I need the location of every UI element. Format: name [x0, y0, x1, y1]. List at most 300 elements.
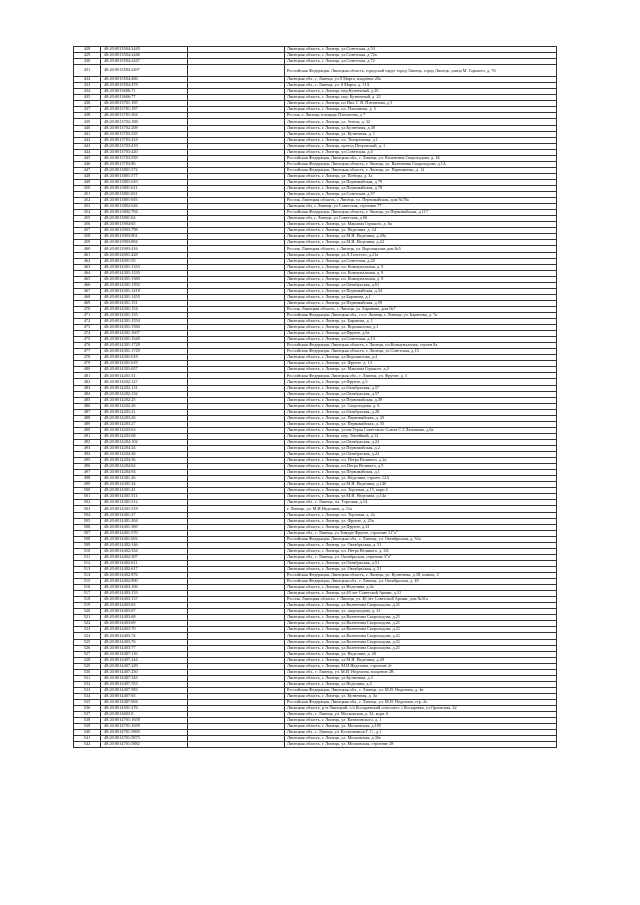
row-number: 504: [74, 512, 101, 518]
cadastral-number: 48:20:0014403:65: [101, 603, 188, 609]
address: Липецкая область, г. Липецк, ул. Московская, д.105: [285, 724, 557, 730]
cadastral-number: 48:20:0013801:572: [101, 167, 188, 173]
cadastral-number: 48:20:0014407:249: [101, 663, 188, 669]
cadastral-number: 48:20:0014403:70: [101, 627, 188, 633]
row-number: 497: [74, 470, 101, 476]
address: Липецкая область, г. Липецк, ул.Валентина Скороходова, д.21: [285, 621, 557, 627]
row-number: 514: [74, 572, 101, 578]
row-number: 493: [74, 446, 101, 452]
address: Липецкая область, г. Липецк, ул.Первомайская, д.34: [285, 288, 557, 294]
row-number: 529: [74, 663, 101, 669]
cadastral-number: 48:20:0014403:67: [101, 609, 188, 615]
address: Россия, Липецкая область, г. Липецк, ул. Ворошилова дом №5: [285, 246, 557, 252]
address: Липецкая область, г. Липецк, М.И.Неделина, строение 2г: [285, 663, 557, 669]
row-number: 484: [74, 391, 101, 397]
row-number: 534: [74, 693, 101, 699]
cadastral-number: 48:20:0013703:559: [101, 155, 188, 161]
row-number: 482: [74, 379, 101, 385]
row-number: 481: [74, 373, 101, 379]
row-number: 460: [74, 246, 101, 252]
cadastral-number: 48:20:0014501:276: [101, 706, 188, 712]
row-number: 456: [74, 222, 101, 228]
row-number: 507: [74, 530, 101, 536]
row-number: 439: [74, 119, 101, 125]
cadastral-number: 48:20:0014403:137: [101, 597, 188, 603]
cadastral-number: 48:20:0013702:188: [101, 119, 188, 125]
address: г. Липецк, ул. М.И.Неделина, д. 11а: [285, 506, 557, 512]
address: Липецкая область, г. Липецк, ул.Первомайская, д.78: [285, 185, 557, 191]
address: Липецкая область, г. Липецк, ул.Первомайская, д.2: [285, 446, 557, 452]
row-number: 485: [74, 397, 101, 403]
cadastral-number: 48:20:0013701:185: [101, 101, 188, 107]
cadastral-number: 48:20:0014603:9: [101, 712, 188, 718]
cadastral-number: 48:20:0014204:26: [101, 452, 188, 458]
cadastral-number: 48:20:0013703:419: [101, 143, 188, 149]
address: Российская Федерация, Липецкая обл., г. Липецк, ул. Фрунзе, д. 3: [285, 373, 557, 379]
cadastral-number: 48:20:0014301:154: [101, 306, 188, 312]
row-number: 478: [74, 355, 101, 361]
cadastral-number: 48:20:0014204:36: [101, 458, 188, 464]
address: Липецкая область, г. Липецк, ул. Скороходова, д. 6: [285, 403, 557, 409]
cadastral-number: 48:20:0013901:62: [101, 216, 188, 222]
address: Липецкая обл., г. Липецк, ул. Октябрьская, строение 3"а": [285, 554, 557, 560]
address: Липецкая область, г. Липецк, ул.Советская, д.13: [285, 337, 557, 343]
address: Липецкая область, г. Липецк, ул.Первомайская, д.1: [285, 470, 557, 476]
row-number: 528: [74, 657, 101, 663]
address: Липецкая область, г. Липецк, ул. Максима Горького, д.4: [285, 367, 557, 373]
empty-cell: [188, 742, 285, 748]
cadastral-number: 48:20:0014301:41: [101, 488, 188, 494]
row-number: 437: [74, 107, 101, 113]
address: Липецкая область, г. Липецк, ул.Л.Толстого, д.21а: [285, 252, 557, 258]
cadastral-number: 48:20:0014701:1658: [101, 718, 188, 724]
address: Липецкая область, г. Липецк, ул.Баранова, д.1: [285, 294, 557, 300]
address: Липецкая область, г. Липецк, ул.Неделина, д.4а: [285, 585, 557, 591]
cadastral-number: 48:20:0014204:24: [101, 446, 188, 452]
cadastral-number: 48:20:0014203:26: [101, 415, 188, 421]
row-number: 525: [74, 639, 101, 645]
address: Липецкая область, г. Липецк, пл. Торговая, д. 2а: [285, 512, 557, 518]
row-number: 429: [74, 53, 101, 59]
row-number: 488: [74, 415, 101, 421]
cadastral-number: 48:20:0014301:1729: [101, 349, 188, 355]
row-number: 452: [74, 198, 101, 204]
cadastral-number: 48:20:0014301:1335: [101, 270, 188, 276]
cadastral-number: 48:20:0013802:626: [101, 204, 188, 210]
row-number: 537: [74, 712, 101, 718]
cadastral-number: 48:20:0014402:617: [101, 566, 188, 572]
address: Российская Федерация, Липецкая область, г. Липецк, ул. Пархоменко, д. 12: [285, 167, 557, 173]
row-number: 518: [74, 597, 101, 603]
address: Россия, г. Липецк, площадь Плеханова, д 7: [285, 113, 557, 119]
address: Липецкая область, г. Липецк, пл.Петра Великого, д.5: [285, 464, 557, 470]
row-number: 513: [74, 566, 101, 572]
address: Российская Федерация, Липецкая область, г. Липецк, ул.Первомайская, д.117: [285, 210, 557, 216]
cadastral-number: 48:20:0014301:512: [101, 500, 188, 506]
address: Липецкая область, г. Липецк, ул. Неделина, строен. 12А: [285, 476, 557, 482]
cadastral-number: 48:20:0013702:208: [101, 125, 188, 131]
row-number: 448: [74, 173, 101, 179]
address: Липецкая область, г. Липецк, ул. Фрунзе, д. 14: [285, 361, 557, 367]
row-number: 524: [74, 633, 101, 639]
address: Липецкая область, г. Липецк, ул.М.И. Неделина, д.20а: [285, 234, 557, 240]
address: Липецкая область, г. Липецк, ул.Первомайская, д.59: [285, 300, 557, 306]
cadastral-number: 48:20:0014203:21: [101, 409, 188, 415]
row-number: 435: [74, 95, 101, 101]
address: Липецкая область, г. Липецк, пл. Петра Великого, д.2а: [285, 458, 557, 464]
cadastral-number: 48:20:0014407:583: [101, 687, 188, 693]
cadastral-number: 48:20:0013904:65: [101, 222, 188, 228]
row-number: 501: [74, 494, 101, 500]
address: Липецкая область, г. Липецк, ул. Ворошилова, д.1: [285, 325, 557, 331]
address: Липецкая область, г. Липецк, ул. Максима Горького, д. 6а: [285, 222, 557, 228]
address: Липецкая область, г. Липецк, пл. Коммунальная, д. 5: [285, 264, 557, 270]
row-number: 500: [74, 488, 101, 494]
address: Липецкая область, г. Липецк, ул.Советская, д.54: [285, 47, 557, 53]
address: Липецкая область, г. Липецк, ул. Кузнечная, д. 1: [285, 131, 557, 137]
row-number: 432: [74, 77, 101, 83]
row-number: 453: [74, 204, 101, 210]
row-number: 538: [74, 718, 101, 724]
row-number: 474: [74, 331, 101, 337]
row-number: 443: [74, 143, 101, 149]
cadastral-number: 48:20:0013703:86: [101, 161, 188, 167]
row-number: 489: [74, 421, 101, 427]
cadastral-number: 48:20:0014202:26: [101, 403, 188, 409]
row-number: 492: [74, 439, 101, 445]
address: Липецкая область, г. Липецк, ул.Советская, д.20: [285, 258, 557, 264]
row-number: 476: [74, 343, 101, 349]
cadastral-number: 48:20:0013504:2446: [101, 53, 188, 59]
address: Россия, Липецкая область, г. Липецк, ул. Первомайская, дом №78а: [285, 198, 557, 204]
cadastral-number: 48:20:0013801:610: [101, 179, 188, 185]
cadastral-number: 48:20:0014203:27: [101, 421, 188, 427]
cadastral-number: 48:20:0014401:570: [101, 530, 188, 536]
cadastral-number: 48:20:0014402:387: [101, 554, 188, 560]
row-number: 535: [74, 699, 101, 705]
cadastral-number: 48:20:0014701:5869: [101, 730, 188, 736]
cadastral-number: 48:20:0013802:784: [101, 210, 188, 216]
cadastral-number: 48:20:0014701:1659: [101, 724, 188, 730]
address: Липецкая область, г. Липецк, пл. Торговая, д.15, корп.4: [285, 488, 557, 494]
cadastral-number: 48:20:0014202:25: [101, 397, 188, 403]
address: Липецкая область, г. Липецк, ул.Октябрьская, д.61: [285, 282, 557, 288]
row-number: 498: [74, 476, 101, 482]
row-number: 450: [74, 185, 101, 191]
cadastral-number: 48:20:0014401:369: [101, 524, 188, 530]
cadastral-number: 48:20:0014202:127: [101, 379, 188, 385]
row-number: 505: [74, 518, 101, 524]
address: Липецкая область, г. Липецк, ул. Октябрьская, д. 51: [285, 566, 557, 572]
cadastral-number: 48:20:0014203:63: [101, 427, 188, 433]
row-number: 522: [74, 621, 101, 627]
row-number: 434: [74, 89, 101, 95]
row-number: 467: [74, 288, 101, 294]
cadastral-number: 48:20:0013606:71: [101, 89, 188, 95]
cadastral-number: 48:20:0014301:618: [101, 355, 188, 361]
row-number: 457: [74, 228, 101, 234]
cadastral-number: 48:20:0013903:798: [101, 228, 188, 234]
row-number: 430: [74, 59, 101, 65]
empty-cell: [188, 65, 285, 77]
address: Липецкая область, г. Липецк, ул. Катихинского, д. 1: [285, 718, 557, 724]
cadastral-number: 48:20:0013903:801: [101, 234, 188, 240]
address: Липецкая обл., г. Липецк, ул. 8 Марта, д. 11А: [285, 83, 557, 89]
row-number: 468: [74, 294, 101, 300]
address: Липецкая область, г. Липецк, пер. Литейный, д.12: [285, 433, 557, 439]
cadastral-number: 48:20:0014403:77: [101, 645, 188, 651]
address: Липецкая область, г. Липецк, ул.Советская, д.72: [285, 59, 557, 65]
cadastral-number: 48:20:0014001:428: [101, 252, 188, 258]
address: Липецкая область, г. Липецк, ул.Валентина Скороходова, д.21: [285, 603, 557, 609]
address: Липецкая область, г. Липецк, пл. Коммунальная, д. 9: [285, 270, 557, 276]
address: Российская Федерация, Липецкая обл., г. Липецк, ул. М.И. Неделина, д. 4в: [285, 687, 557, 693]
row-number: 454: [74, 210, 101, 216]
row-number: 532: [74, 681, 101, 687]
row-number: 459: [74, 240, 101, 246]
cadastral-number: 48:20:0014202:132: [101, 391, 188, 397]
address: Российская Федерация, Липецкая область, г. Липецк, пл.Коммунальная, строен 8а: [285, 343, 557, 349]
cadastral-number: 48:20:0014403:106: [101, 585, 188, 591]
address: Липецкая область, г. Липецк, ул. Фрунзе, д. 25а: [285, 518, 557, 524]
address: Липецкая область, г. Липецк, ул. Московская, строение 28: [285, 742, 557, 748]
row-number: 527: [74, 651, 101, 657]
row-number: 428: [74, 47, 101, 53]
row-number: 539: [74, 724, 101, 730]
address: Россия, Липецкая область, г. Липецк, ул. Баранова, дом №7: [285, 306, 557, 312]
row-number: 431: [74, 65, 101, 77]
address: Липецкая область, г. Липецк, пл. Петра Великого, д. 4А: [285, 548, 557, 554]
address: Липецкая область, г. Липецк, ул.Октябрьская, д.57: [285, 391, 557, 397]
row-number: 477: [74, 349, 101, 355]
row-number: 541: [74, 736, 101, 742]
cadastral-number: 48:20:0013703:420: [101, 149, 188, 155]
cadastral-number: 48:20:0014401:284: [101, 518, 188, 524]
address: Липецкая область, г. Липецк, ул.Октябрьская, д.51: [285, 560, 557, 566]
address: Липецкая область, г. Липецк, ул. Победы, д. 3а: [285, 173, 557, 179]
address: Липецкая область, г. Липецк, проезд Петровский, д. 1: [285, 143, 557, 149]
address: Липецкая область, г. Липецк, ул.Валентина Скороходова, д.21: [285, 633, 557, 639]
row-number: 455: [74, 216, 101, 222]
row-number: 471: [74, 312, 101, 318]
address: Российская Федерация, Липецкая область, г. Липецк, ул. Валентина Скороходова, д.1А: [285, 161, 557, 167]
address: Липецкая область, г. Липецк, ул.Октябрьская, д.28: [285, 409, 557, 415]
address: Липецкая область, г. Липецк, ул. Неделина, д. 20: [285, 651, 557, 657]
row-number: 462: [74, 258, 101, 264]
address: Липецкая область, г. Липецк, ул. Первомайская, д. 35: [285, 415, 557, 421]
address: Липецкая область, г. Липецк, ул.Валентина Скороходова, д.21: [285, 627, 557, 633]
cadastral-number: 48:20:0013504:478: [101, 83, 188, 89]
address: Липецкая область, г. Липецк, ул.Советская, д.57: [285, 192, 557, 198]
address: Липецкая область, г. Липецк, ул.Валентина Скороходова, д.21: [285, 615, 557, 621]
cadastral-number: 48:20:0014301:1392: [101, 282, 188, 288]
address: Липецкая обл., г. Липецк, ул. Московская, д. 32, корп. 6: [285, 712, 557, 718]
address: Липецкая область, г. Липецк, ул.Советская, д.4: [285, 149, 557, 155]
address: Российская Федерация, Липецкая обл., г. Липецк, ул. М.И. Неделина, стр. 2о: [285, 699, 557, 705]
address: Липецкая обл, г. Липецк, ул Советская, д 66: [285, 216, 557, 222]
row-number: 442: [74, 137, 101, 143]
cadastral-number: 48:20:0014001:55: [101, 258, 188, 264]
address: Липецкая область, г. Липецк, ул.Фрунзе, д.5: [285, 379, 557, 385]
row-number: 463: [74, 264, 101, 270]
address: Липецкая область, г. Липецк, ул.Валентина Скороходова, д.21: [285, 639, 557, 645]
cadastral-number: 48:20:0014301:1554: [101, 319, 188, 325]
address: Липецкая область, г. Липецк, ул.М.И. Неделина, д.28: [285, 657, 557, 663]
table-row: [74, 742, 557, 748]
address: Липецкая обл., г. Липецк, пл. Торговая, д.14: [285, 500, 557, 506]
row-number: 440: [74, 125, 101, 131]
row-number: 449: [74, 179, 101, 185]
cadastral-number: 48:20:0014202:131: [101, 385, 188, 391]
table-row: [74, 65, 557, 77]
cadastral-number: 48:20:0014403:68: [101, 615, 188, 621]
cadastral-number: 48:20:0014407:116: [101, 651, 188, 657]
cadastral-number: 48:20:0014301:26: [101, 476, 188, 482]
row-number: 542: [74, 742, 101, 748]
cadastral-number: 48:20:0014301:1418: [101, 288, 188, 294]
row-number: 490: [74, 427, 101, 433]
address: Липецкая область, г. Липецк, ул.40 лет Советской Армии, д.31: [285, 591, 557, 597]
address: Липецкая область, г. Липецк, ул. Баранова, д. 1: [285, 319, 557, 325]
cadastral-number: 48:20:0013801:651: [101, 192, 188, 198]
row-number: 499: [74, 482, 101, 488]
address: Липецкая область, г. Липецк, ул.М.И. Неделина, д.22: [285, 240, 557, 246]
address: Липецкая область, г. Липецк, ул. Зегеля, д. 32: [285, 119, 557, 125]
cadastral-number: 48:20:0014301:657: [101, 367, 188, 373]
cadastral-number: 48:20:0014401:692: [101, 536, 188, 542]
address: Липецкая область, г. Липецк, ул.Первомайская, д.49: [285, 397, 557, 403]
row-number: 530: [74, 669, 101, 675]
address: Липецкая область, г. Липецк, ул.Кузнечная, д.3: [285, 675, 557, 681]
row-number: 523: [74, 627, 101, 633]
cadastral-number: 48:20:0014301:1649: [101, 337, 188, 343]
cadastral-number: 48:20:0014301:511: [101, 494, 188, 500]
address: Российская Федерация, Липецкая область, г. Липецк, ул. Кузнечная, д.38, помещ. 2: [285, 572, 557, 578]
row-number: 533: [74, 687, 101, 693]
cadastral-number: 48:20:0014401:27: [101, 512, 188, 518]
cadastral-number: 48:20:0014407:244: [101, 657, 188, 663]
cadastral-number: 48:20:0014403:76: [101, 639, 188, 645]
cadastral-number: 48:20:0014402:876: [101, 572, 188, 578]
cadastral-number: 48:20:0014301:1369: [101, 276, 188, 282]
row-number: 475: [74, 337, 101, 343]
row-number: 494: [74, 452, 101, 458]
cadastral-number: 48:20:0013801:611: [101, 185, 188, 191]
address: Российская Федерация, Липецкая обл., г.о.г. Липецк, г. Липецк, ул. Баранова, д. 7а: [285, 312, 557, 318]
address: Липецкая область, г. Липецк, пл. Театральная, д.1: [285, 137, 557, 143]
cadastral-number: 48:20:0014201:51: [101, 373, 188, 379]
row-number: 502: [74, 500, 101, 506]
address: Липецкая область, г. Липецк, ул.М.И. Неделина, д.14а: [285, 494, 557, 500]
row-number: 517: [74, 591, 101, 597]
address: Липецкая область, г. Липецк, ул.Советская, д.72а: [285, 53, 557, 59]
cadastral-number: 48:20:0014204:62: [101, 464, 188, 470]
row-number: 521: [74, 615, 101, 621]
cadastral-number: 48:20:0013606:77: [101, 95, 188, 101]
address: Липецкая область, г. Липецк, ул.Кузнечная, д.40: [285, 125, 557, 131]
row-number: 516: [74, 585, 101, 591]
address: Липецкая область, г. Липецк, ул.Фрунзе, д.21: [285, 524, 557, 530]
row-number: 444: [74, 149, 101, 155]
address: Липецкая область, г. Липецк, ул. Неделина, д. 24: [285, 228, 557, 234]
address: Липецкая область, г. Липецк, ул.Октябрьская, д.24: [285, 439, 557, 445]
cadastral-number: 48:20:0014301:34: [101, 482, 188, 488]
row-number: 506: [74, 524, 101, 530]
cadastral-number: 48:20:0014301:1333: [101, 264, 188, 270]
address: Липецкая обл., г. Липецк, ул 8 Марта, владение 20а: [285, 77, 557, 83]
address: Липецкая область, г. Липецк, ул.Валентина Скороходова, д.21: [285, 645, 557, 651]
row-number: 531: [74, 675, 101, 681]
address: Российская Федерация, Липецкая область, г. Липецк, ул.Советская, д.15: [285, 349, 557, 355]
address: Липецкая обл., г. Липецк, ул. М.И. Неделина, владение 2В: [285, 669, 557, 675]
address: Липецкая область, г. Липецк, ул. Первомайская, д. 35: [285, 421, 557, 427]
cadastral-number: 48:20:0014403:69: [101, 621, 188, 627]
row-number: 441: [74, 131, 101, 137]
address: Липецкая область, г. Липецк, ул. Октябрьская, д. 51: [285, 542, 557, 548]
row-number: 433: [74, 83, 101, 89]
address: Российская Федерация, Липецкая обл., г. Липецк, ул. Октябрьская, д. 52а: [285, 536, 557, 542]
row-number: 451: [74, 192, 101, 198]
cadastral-number: 48:20:0014407:353: [101, 681, 188, 687]
row-number: 510: [74, 548, 101, 554]
row-number: 511: [74, 554, 101, 560]
cadastral-number: 48:20:0014301:1728: [101, 343, 188, 349]
address: Россия, Липецкая область, г. Липецк, ул. 40 лет Советской Армии, дом №31а: [285, 597, 557, 603]
address: Липецкая область, г. Липецк, пер. Кузнечный, д. 22: [285, 95, 557, 101]
row-number: 540: [74, 730, 101, 736]
row-number: 508: [74, 536, 101, 542]
address: Липецкая область, г. Липецк, ул.им Героя Советского Союза С.Г.Латышева, д.6а: [285, 427, 557, 433]
row-number: 487: [74, 409, 101, 415]
row-number: 469: [74, 300, 101, 306]
row-number: 483: [74, 385, 101, 391]
row-number: 486: [74, 403, 101, 409]
cadastral-number: 48:20:0014301:1560: [101, 325, 188, 331]
row-number: 479: [74, 361, 101, 367]
row-number: 447: [74, 167, 101, 173]
row-number: 536: [74, 706, 101, 712]
row-number: 472: [74, 319, 101, 325]
cadastral-number: 48:20:0014407:65: [101, 693, 188, 699]
cadastral-number: 48:20:0013903:416: [101, 246, 188, 252]
row-number: 465: [74, 276, 101, 282]
cadastral-number: 48:20:0014402:611: [101, 560, 188, 566]
address: Липецкая обл, г. Липецк, ул Советская, строение 77: [285, 204, 557, 210]
address: Липецкая обл., г. Липецк, ул.Тимура Фрунзе, строение 21"а": [285, 530, 557, 536]
cadastral-number: 48:20:0013504:466: [101, 77, 188, 83]
cadastral-number: 48:20:0014301:155: [101, 312, 188, 318]
cadastral-number: 48:20:0014701:5875: [101, 736, 188, 742]
address: Российская Федерация, Липецкая обл., г. Липецк, ул. Октябрьская, д. 49: [285, 579, 557, 585]
address: Липецкая область, г. Липецк, ул. Кузнечная, д. 3а: [285, 693, 557, 699]
row-number: 464: [74, 270, 101, 276]
cadastral-number: 48:20:0014701:5882: [101, 742, 188, 748]
cadastral-number: 48:20:0014402:146: [101, 542, 188, 548]
cadastral-number: 48:20:0014403:133: [101, 591, 188, 597]
row-number: 446: [74, 161, 101, 167]
address: Липецкая область, г. Липецк, ул.Ворошилова, д.4: [285, 355, 557, 361]
cadastral-number: 48:20:0013701:187: [101, 107, 188, 113]
cadastral-number: 48:20:0014407:694: [101, 699, 188, 705]
address: Липецкая область, г. Липецк, ул.Неделина, д.4: [285, 681, 557, 687]
cadastral-number: 48:20:0013903:804: [101, 240, 188, 246]
address: Липецкая область, г. Липецк, пл. Коммунальная, д. 9: [285, 276, 557, 282]
row-number: 473: [74, 325, 101, 331]
row-number: 461: [74, 252, 101, 258]
address: Липецкая область, г. Липецк, ул. скороходова, д. 21: [285, 609, 557, 615]
address: Липецкая область, г. Липецк, ул.Фрунзе, д.6а: [285, 331, 557, 337]
cadastral-number: 48:20:0014402:890: [101, 579, 188, 585]
